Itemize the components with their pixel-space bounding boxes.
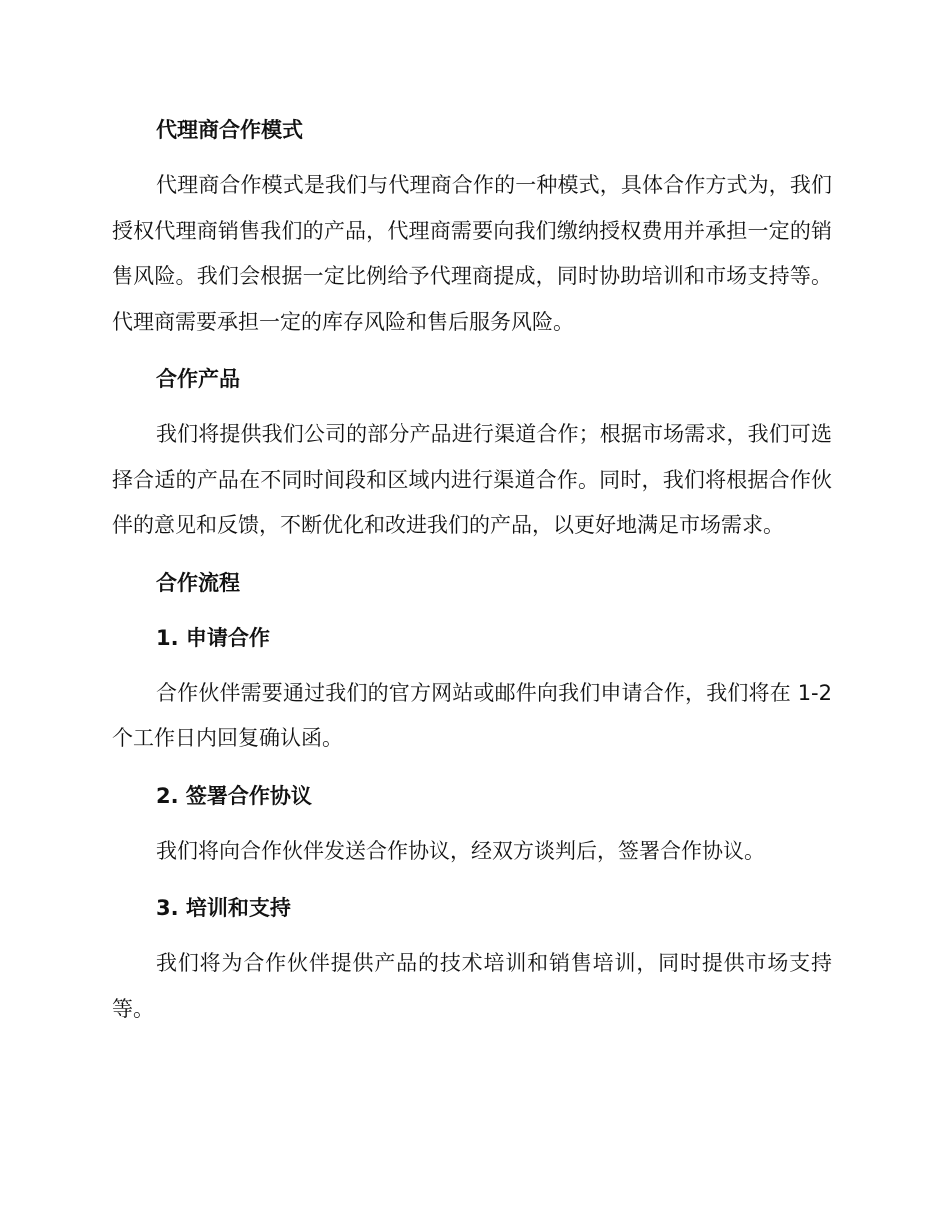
paragraph-training-support: 我们将为合作伙伴提供产品的技术培训和销售培训，同时提供市场支持等。 bbox=[112, 951, 832, 1021]
paragraph-sign-agreement: 我们将向合作伙伴发送合作协议，经双方谈判后，签署合作协议。 bbox=[156, 838, 765, 863]
paragraph-apply: 合作伙伴需要通过我们的官方网站或邮件向我们申请合作，我们将在 1-2 个工作日内回复确认函。 bbox=[112, 680, 832, 750]
paragraph-agent-model: 代理商合作模式是我们与代理商合作的一种模式，具体合作方式为，我们授权代理商销售我们的产品，代理商需要向我们缴纳授权费用并承担一定的销售风险。我们会根据一定比例给予代理商提成，同时协助培训和市场支持等。代理商需要承担一定的库存风险和售后服务风险。 bbox=[112, 173, 832, 334]
document-body bbox=[112, 108, 832, 1032]
section-heading-products: 合作产品 bbox=[156, 367, 240, 391]
step-heading-training-support: 3. 培训和支持 bbox=[156, 896, 291, 920]
step-heading-apply: 1. 申请合作 bbox=[156, 625, 270, 650]
section-heading-agent-model: 代理商合作模式 bbox=[156, 118, 303, 142]
section-heading-process: 合作流程 bbox=[156, 570, 240, 595]
step-heading-sign-agreement: 2. 签署合作协议 bbox=[156, 783, 312, 808]
paragraph-products: 我们将提供我们公司的部分产品进行渠道合作；根据市场需求，我们可选择合适的产品在不同时间段和区域内进行渠道合作。同时，我们将根据合作伙伴的意见和反馈，不断优化和改进我们的产品，以更好地满足市场需求。 bbox=[112, 422, 832, 537]
